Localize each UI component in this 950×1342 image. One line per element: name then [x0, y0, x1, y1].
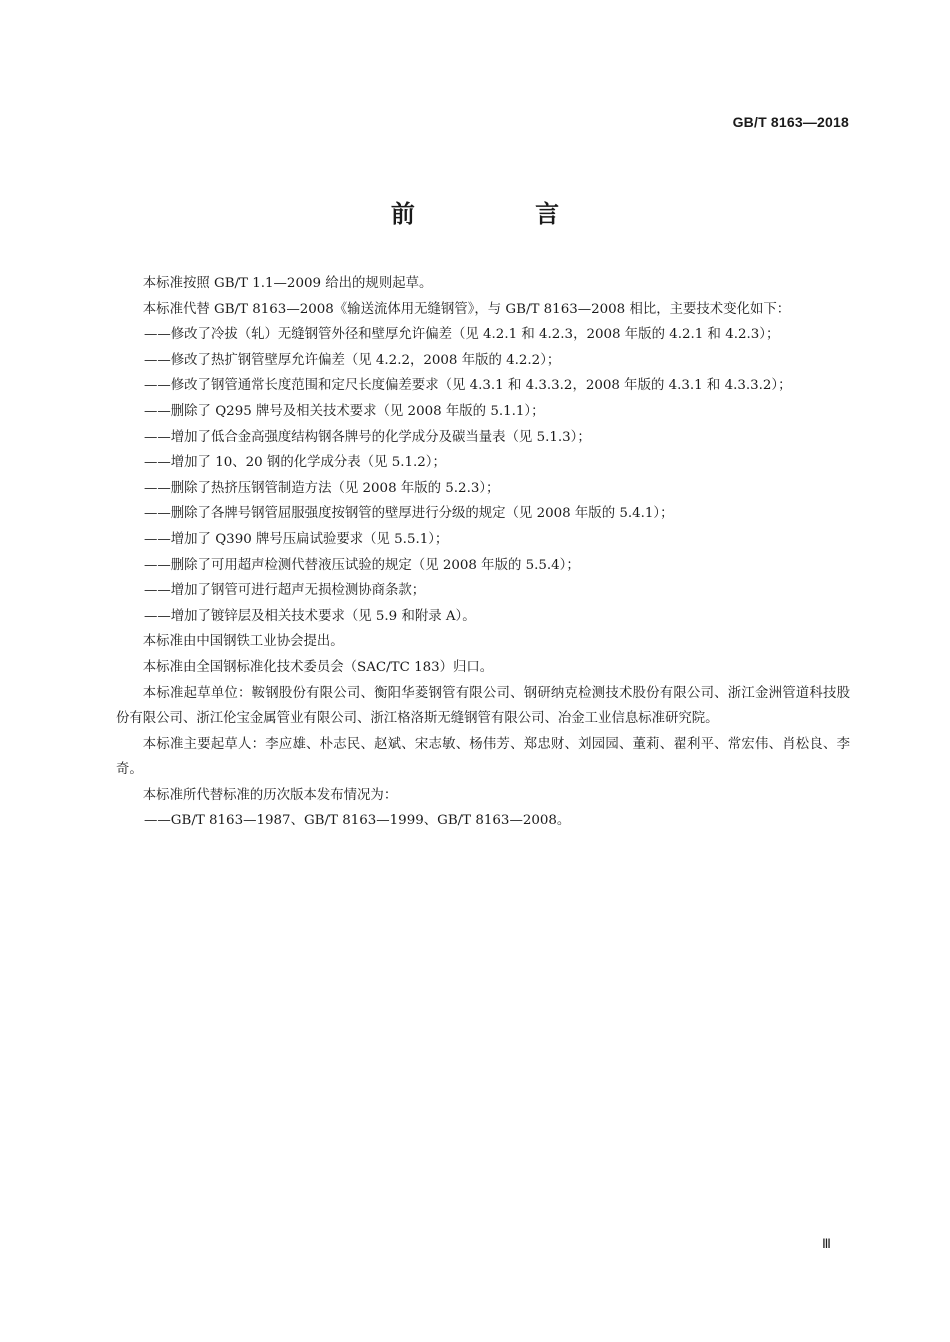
list-item: ——增加了 10、20 钢的化学成分表（见 5.1.2）；: [144, 455, 446, 471]
list-item: ——修改了冷拔（轧）无缝钢管外径和壁厚允许偏差（见 4.2.1 和 4.2.3，2008 年版的 4.2.1 和 4.2.3）；: [144, 327, 780, 343]
list-item: ——删除了各牌号钢管屈服强度按钢管的壁厚进行分级的规定（见 2008 年版的 5.4.1）；: [144, 506, 674, 522]
list-item: ——增加了镀锌层及相关技术要求（见 5.9 和附录 A）。: [144, 608, 476, 624]
list-item: ——修改了热扩钢管壁厚允许偏差（见 4.2.2，2008 年版的 4.2.2）；: [144, 352, 561, 368]
page-number: Ⅲ: [822, 1236, 831, 1251]
standard-code: GB/T 8163—2018: [732, 114, 849, 130]
paragraph: 本标准主要起草人：李应雄、朴志民、赵斌、宋志敏、杨伟芳、郑忠财、刘园园、董莉、翟利平、常宏伟、肖松良、李奇。: [116, 736, 850, 778]
list-item: ——删除了 Q295 牌号及相关技术要求（见 2008 年版的 5.1.1）；: [144, 403, 545, 419]
paragraph: 本标准由中国钢铁工业协会提出。: [142, 634, 344, 650]
list-item: ——删除了热挤压钢管制造方法（见 2008 年版的 5.2.3）；: [144, 480, 500, 496]
foreword-body: [116, 271, 850, 834]
list-item: ——增加了钢管可进行超声无损检测协商条款；: [144, 583, 426, 599]
paragraph: 本标准按照 GB/T 1.1—2009 给出的规则起草。: [142, 276, 433, 291]
list-item: ——修改了钢管通常长度范围和定尺长度偏差要求（见 4.3.1 和 4.3.3.2，2008 年版的 4.3.1 和 4.3.3.2）；: [144, 378, 792, 394]
list-item: ——增加了低合金高强度结构钢各牌号的化学成分及碳当量表（见 5.1.3）；: [144, 429, 591, 445]
history-list: [116, 808, 850, 834]
page-title: 前 言: [390, 200, 616, 228]
technical-changes-list: [116, 322, 850, 629]
paragraph: 本标准代替 GB/T 8163—2008《输送流体用无缝钢管》，与 GB/T 8163—2008 相比，主要技术变化如下：: [142, 301, 791, 317]
paragraph: 本标准所代替标准的历次版本发布情况为：: [142, 787, 398, 803]
list-item: ——增加了 Q390 牌号压扁试验要求（见 5.5.1）；: [144, 531, 449, 547]
paragraph: 本标准起草单位：鞍钢股份有限公司、衡阳华菱钢管有限公司、钢研纳克检测技术股份有限公司、浙江金洲管道科技股份有限公司、浙江伦宝金属管业有限公司、浙江格洛斯无缝钢管有限公司、冶金工业信息标准研究院。: [116, 685, 850, 727]
list-item: ——GB/T 8163—1987、GB/T 8163—1999、GB/T 8163—2008。: [144, 813, 571, 829]
list-item: ——删除了可用超声检测代替液压试验的规定（见 2008 年版的 5.5.4）；: [144, 557, 580, 573]
paragraph: 本标准由全国钢标准化技术委员会（SAC/TC 183）归口。: [142, 659, 494, 675]
